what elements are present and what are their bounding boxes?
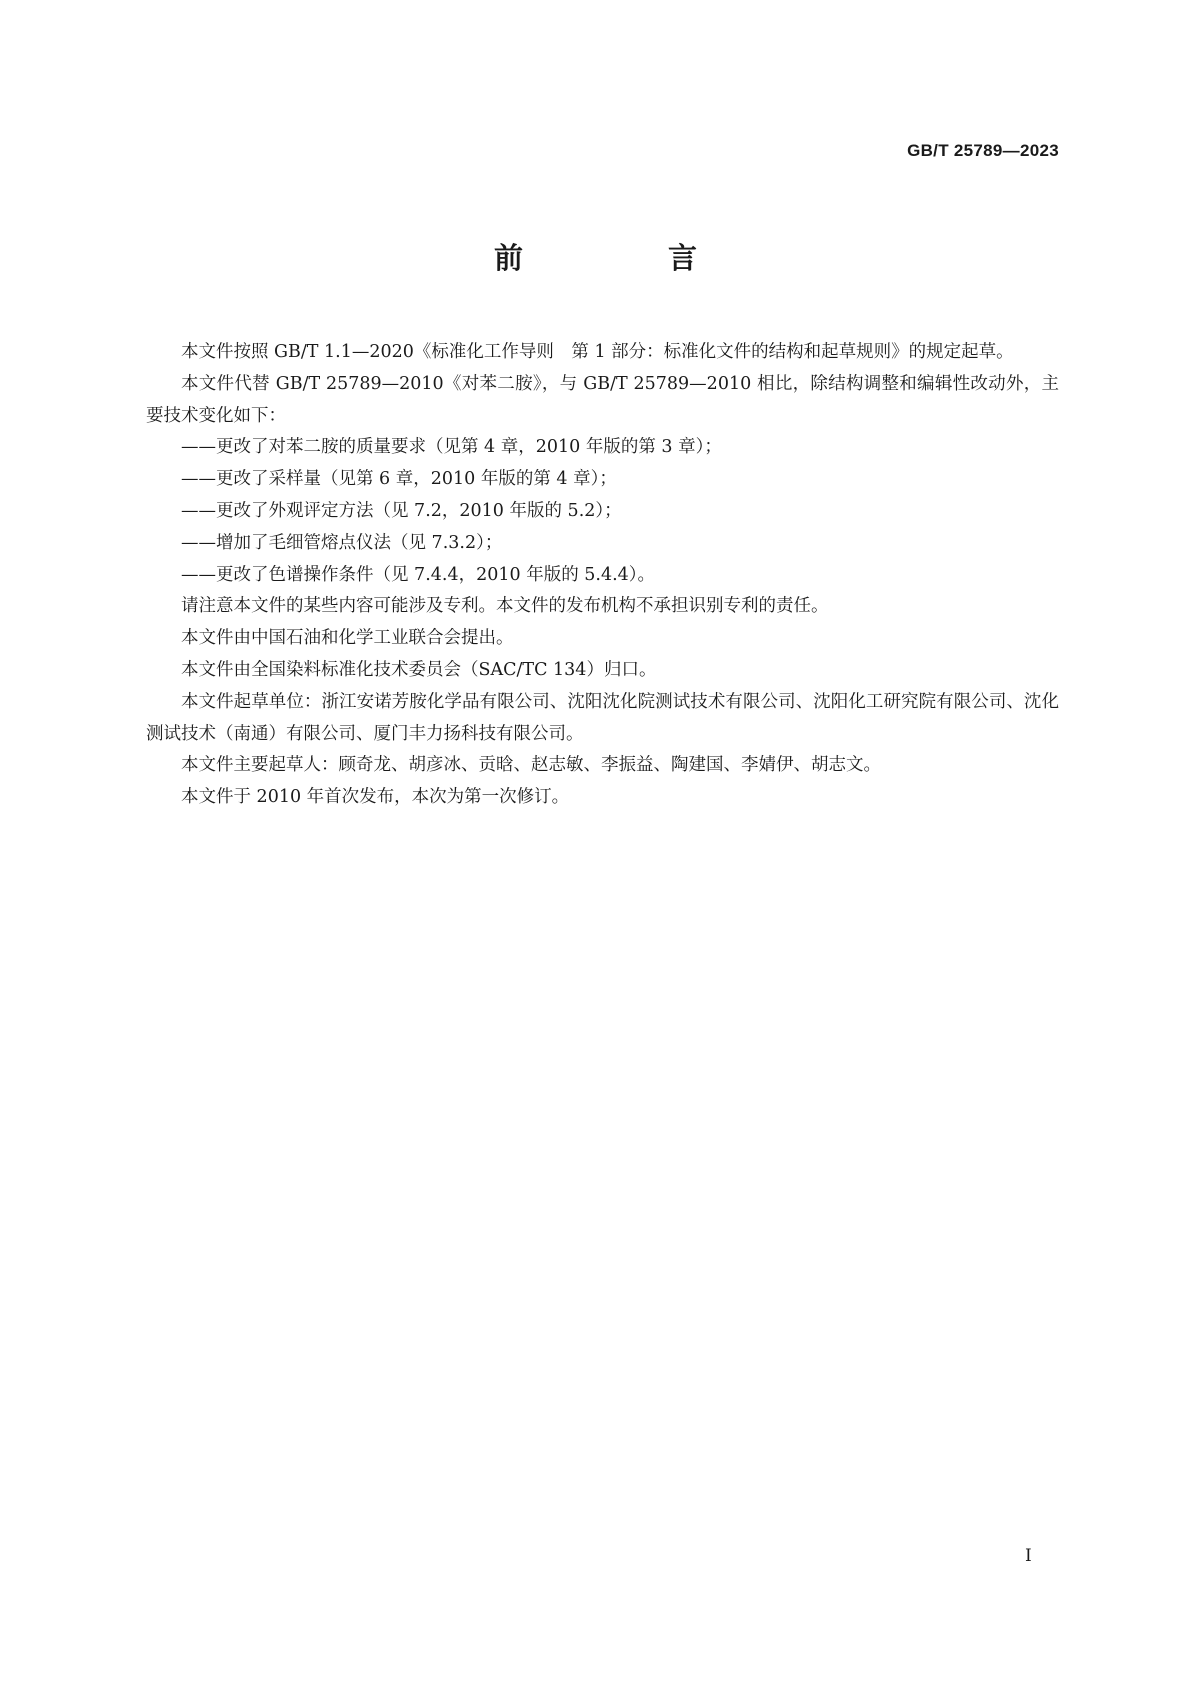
change-item-melting-point: ——增加了毛细管熔点仪法（见 7.3.2）； [181, 532, 503, 553]
preface-body [146, 337, 1059, 814]
paragraph-drafting-rules: 本文件按照 GB/T 1.1—2020《标准化工作导则 第 1 部分：标准化文件的结构和起草规则》的规定起草。 [181, 342, 1014, 362]
change-item-sampling: ——更改了采样量（见第 6 章，2010 年版的第 4 章）； [181, 469, 617, 490]
paragraph-replacement: 本文件代替 GB/T 25789—2010《对苯二胺》，与 GB/T 25789—2010 相比，除结构调整和编辑性改动外，主要技术变化如下： [146, 373, 1059, 426]
standard-code: GB/T 25789—2023 [907, 141, 1059, 160]
change-item-quality: ——更改了对苯二胺的质量要求（见第 4 章，2010 年版的第 3 章）； [181, 437, 722, 458]
paragraph-proposed-by: 本文件由中国石油和化学工业联合会提出。 [181, 628, 514, 649]
paragraph-history: 本文件于 2010 年首次发布，本次为第一次修订。 [181, 787, 570, 808]
change-item-appearance: ——更改了外观评定方法（见 7.2，2010 年版的 5.2）； [181, 500, 622, 521]
paragraph-centralized-by: 本文件由全国染料标准化技术委员会（SAC/TC 134）归口。 [181, 659, 657, 680]
page-title: 前 言 [493, 241, 755, 275]
paragraph-drafters: 本文件主要起草人：顾奇龙、胡彦冰、贡晗、赵志敏、李振益、陶建国、李婧伊、胡志文。 [181, 755, 881, 776]
change-item-chromatography: ——更改了色谱操作条件（见 7.4.4，2010 年版的 5.4.4）。 [181, 564, 656, 585]
paragraph-drafting-units: 本文件起草单位：浙江安诺芳胺化学品有限公司、沈阳沈化院测试技术有限公司、沈阳化工研究院有限公司、沈化测试技术（南通）有限公司、厦门丰力扬科技有限公司。 [146, 691, 1059, 744]
paragraph-patent: 请注意本文件的某些内容可能涉及专利。本文件的发布机构不承担识别专利的责任。 [181, 596, 829, 617]
page-number: I [1025, 1546, 1032, 1566]
